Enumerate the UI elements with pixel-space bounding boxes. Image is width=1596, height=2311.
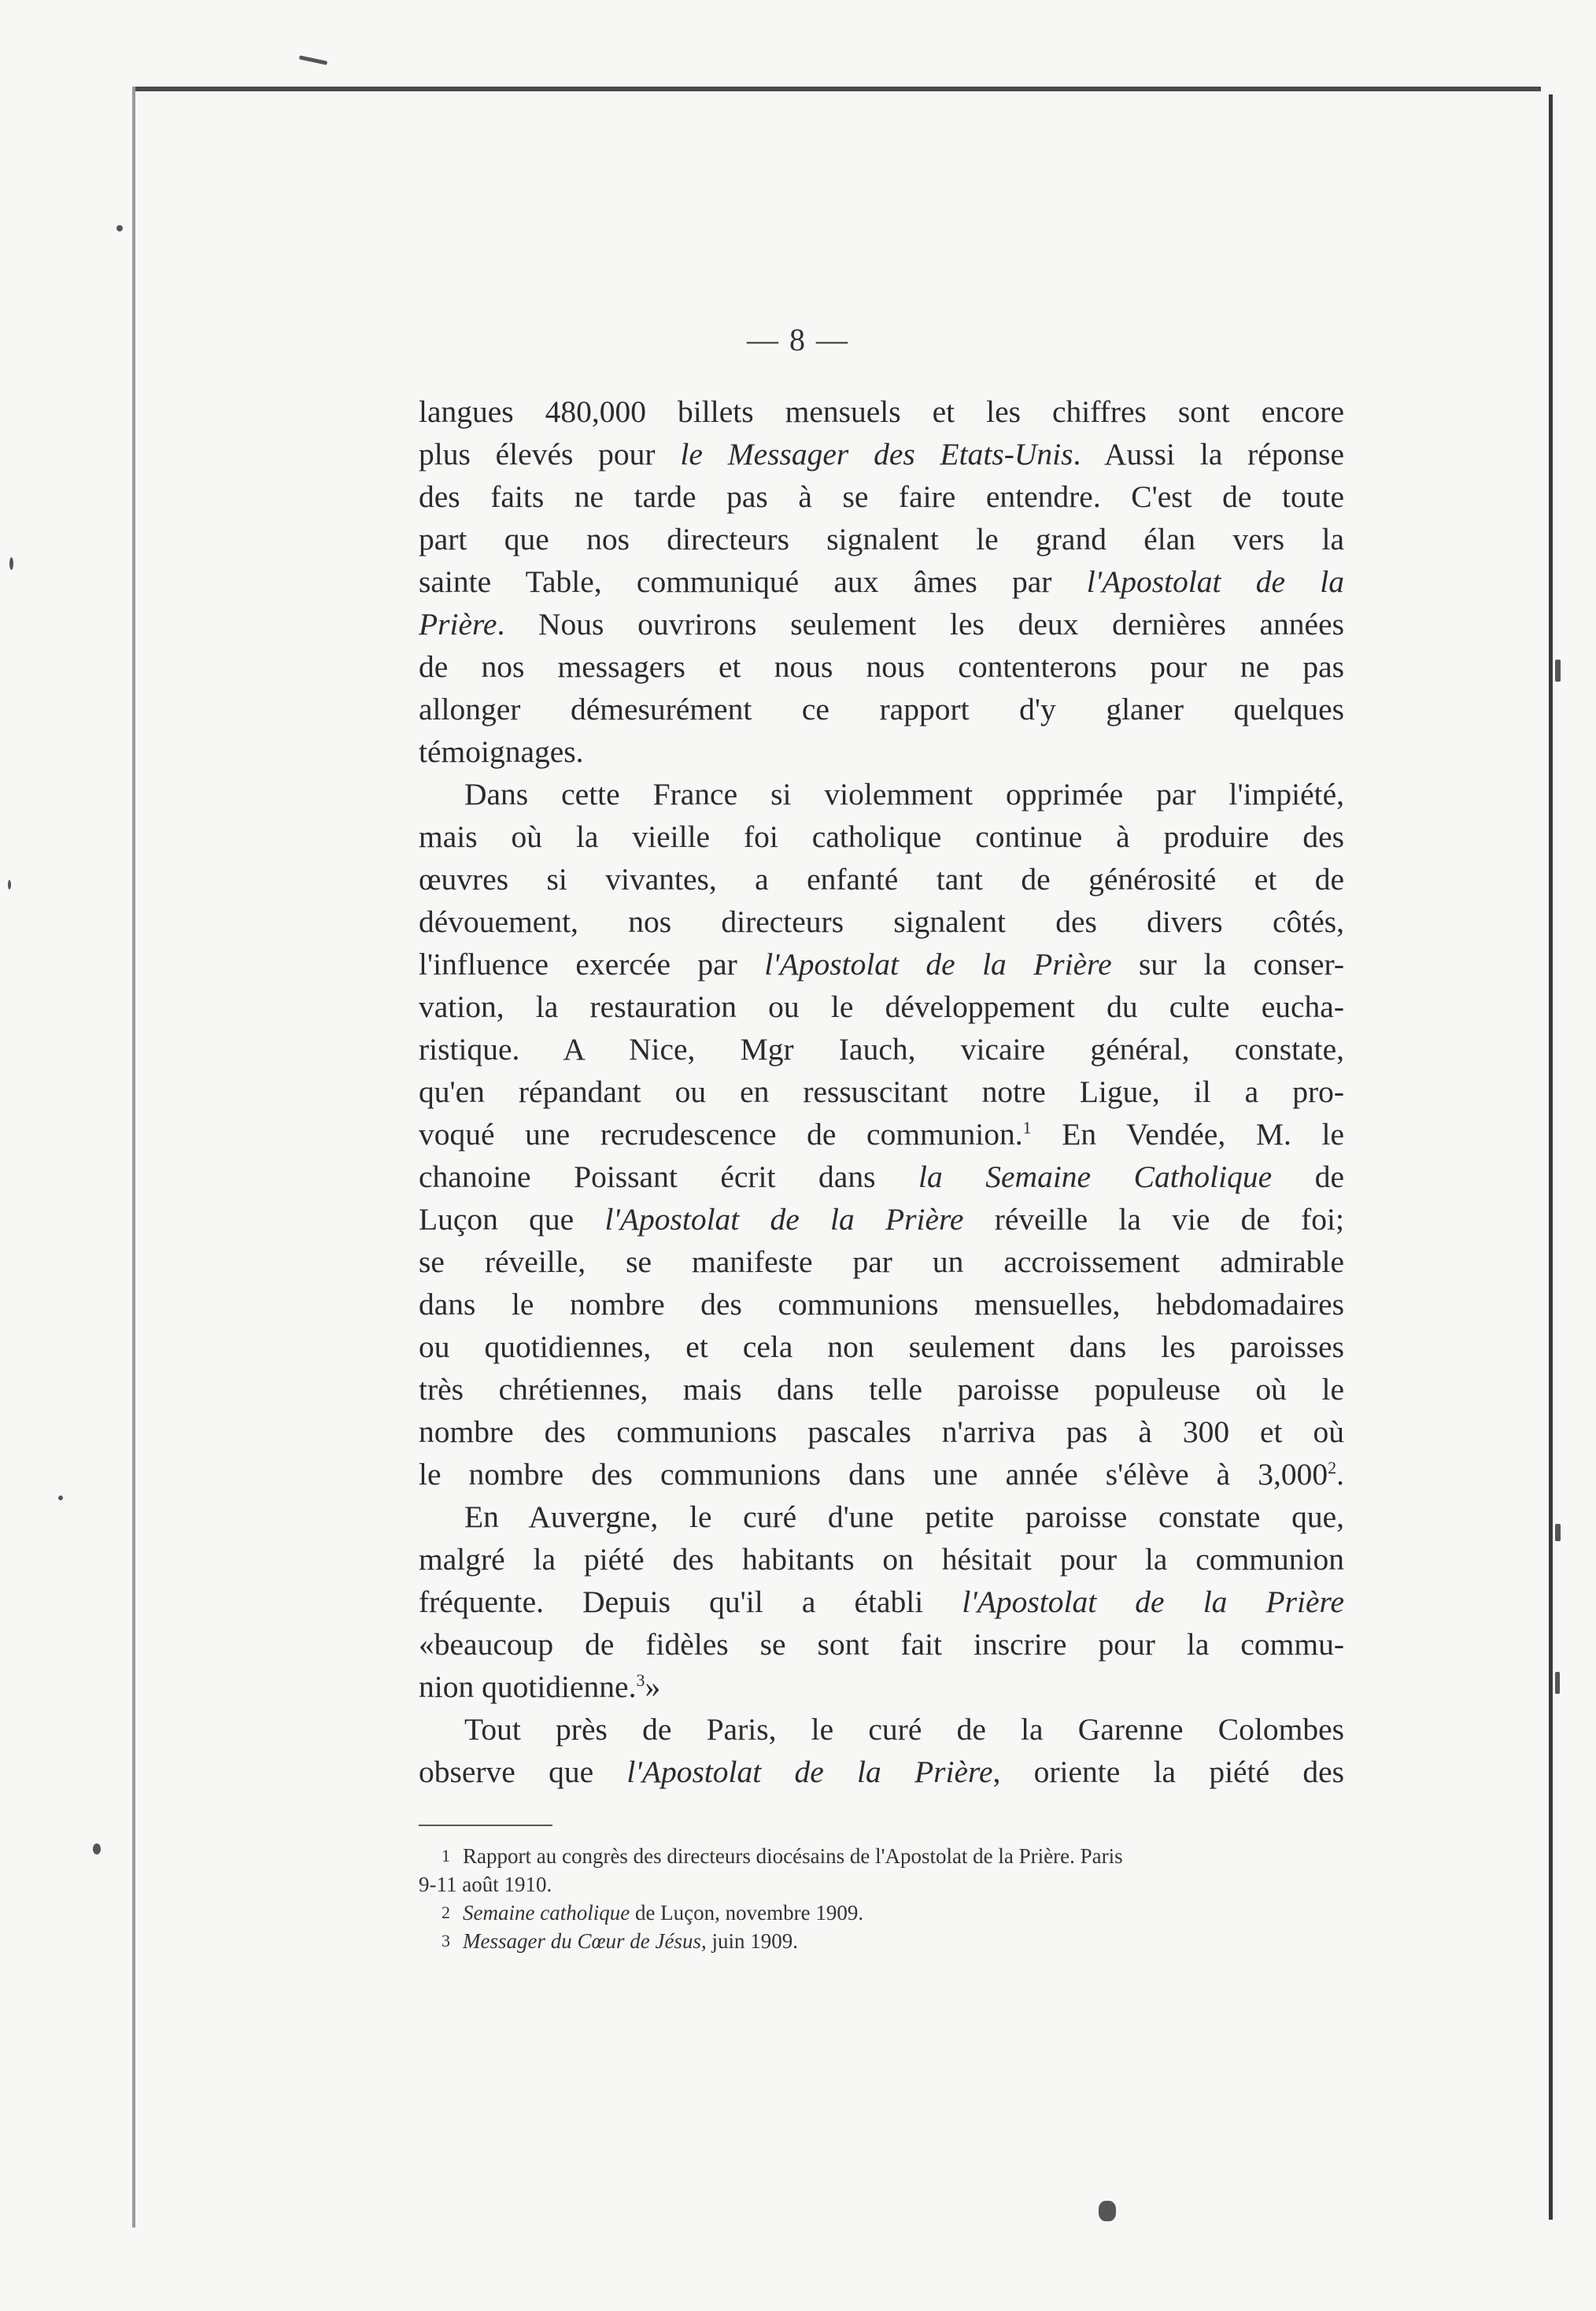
footnote-divider [419,1825,552,1826]
text-run: nombre des communions pascales n'arriva pas à 300 et où [419,1414,1344,1449]
footnote-line [419,1927,1344,1955]
footnote-number: 1 [441,1846,450,1865]
text-run: Dans cette France si violemment opprimée par l'impiété, [464,777,1344,812]
text-run: dévouement, nos directeurs signalent des divers côtés, [419,904,1344,939]
text-run: chanoine Poissant écrit dans [419,1159,918,1194]
text-line [419,560,1344,603]
text-line [419,1368,1344,1411]
text-run: se réveille, se manifeste par un accroissement admirable [419,1244,1344,1279]
text-line [419,1581,1344,1623]
italic-text: Prière [419,607,497,642]
page-border-left [132,87,135,2228]
text-line [419,433,1344,475]
footnote-ref: 2 [1328,1457,1337,1477]
text-line [419,985,1344,1028]
text-line [419,900,1344,943]
text-run: mais où la vieille foi catholique continue à produire des [419,819,1344,854]
text-run: » [645,1669,661,1704]
text-run: sur la conser- [1111,947,1344,982]
italic-text: l'Apostolat de la [1086,564,1344,599]
italic-text: la Semaine Catholique [918,1159,1273,1194]
page-number: — 8 — [747,322,849,357]
text-run: 9-11 août 1910. [419,1873,552,1896]
text-run: voqué une recrudescence de communion. [419,1117,1023,1152]
text-run: malgré la piété des habitants on hésitait pour la communion [419,1542,1344,1577]
text-run: , juin 1909. [700,1929,798,1953]
text-line [419,943,1344,985]
text-run: nion quotidienne. [419,1669,637,1704]
text-run: de [1272,1159,1344,1194]
text-line [419,1283,1344,1326]
text-line [419,858,1344,900]
scan-speck [93,1843,101,1854]
text-run: . Aussi la réponse [1073,437,1344,471]
italic-text: l'Apostolat de la Prière [604,1202,964,1237]
text-run: observe que [419,1755,627,1789]
text-run: «beaucoup de fidèles se sont fait inscrire pour la commu- [419,1627,1344,1662]
text-run: qu'en répandant ou en ressuscitant notre Ligue, il a pro- [419,1074,1344,1109]
footnotes [419,1842,1344,1955]
text-run: , oriente la piété des [992,1755,1345,1789]
footnote-line [419,1842,1344,1870]
text-line [419,603,1344,645]
text-run: plus élevés pour [419,437,681,471]
text-line [419,688,1344,730]
text-run: l'influence exercée par [419,947,765,982]
text-line [419,1028,1344,1070]
text-run: . [1336,1457,1344,1492]
text-line [419,518,1344,560]
text-run: fréquente. Depuis qu'il a établi [419,1584,962,1619]
text-run: langues 480,000 billets mensuels et les chiffres sont encore [419,394,1344,429]
text-line [419,1751,1344,1793]
page-border-right [1549,94,1553,2220]
text-line [419,1538,1344,1581]
text-run: . Nous ouvrirons seulement les deux dernières années [497,607,1344,642]
text-line [419,1411,1344,1453]
footnote-ref: 3 [636,1669,645,1690]
text-line [419,1453,1344,1496]
text-line [419,1156,1344,1198]
italic-text: l'Apostolat de la Prière [962,1584,1344,1619]
italic-text: le Messager des Etats-Unis [680,437,1073,471]
italic-text: l'Apostolat de la Prière [764,947,1112,982]
text-line [419,773,1344,815]
text-line [419,1070,1344,1113]
text-line [419,1496,1344,1538]
text-run: part que nos directeurs signalent le grand élan vers la [419,522,1344,556]
scan-speck [8,880,11,889]
text-run: réveille la vie de foi; [963,1202,1344,1237]
text-line [419,645,1344,688]
text-run: de Luçon, novembre 1909. [630,1901,864,1925]
text-line [419,1241,1344,1283]
text-run: vation, la restauration ou le développement du culte eucha- [419,989,1344,1024]
text-run: dans le nombre des communions mensuelles, hebdomadaires [419,1287,1344,1322]
text-line [419,475,1344,518]
text-line [419,390,1344,433]
scan-speck [1555,1672,1560,1694]
page-border-top [132,87,1541,91]
text-run: le nombre des communions dans une année s'élève à 3,000 [419,1457,1328,1492]
scan-speck [1555,1524,1561,1541]
scan-speck [116,225,123,231]
scan-speck [9,557,13,570]
text-run: de nos messagers et nous nous contenterons pour ne pas [419,649,1344,684]
text-line [419,1623,1344,1666]
text-run: témoignages. [419,734,584,769]
text-line [419,1666,1344,1708]
text-run: des faits ne tarde pas à se faire entendre. C'est de toute [419,479,1344,514]
footnote-ref: 1 [1022,1117,1032,1137]
footnote-line [419,1870,1344,1899]
text-line [419,1708,1344,1751]
text-run: En Vendée, M. le [1031,1117,1344,1152]
text-line [419,1198,1344,1241]
text-run: ou quotidiennes, et cela non seulement dans les paroisses [419,1329,1344,1364]
scan-speck [299,55,327,65]
text-run: sainte Table, communiqué aux âmes par [419,564,1087,599]
italic-text: Semaine catholique [463,1901,630,1925]
text-run: En Auvergne, le curé d'une petite paroisse constate que, [464,1499,1344,1534]
scan-speck [1099,2201,1116,2221]
text-run: allonger démesurément ce rapport d'y glaner quelques [419,692,1344,727]
scan-speck [58,1496,63,1500]
body-text [419,390,1344,1793]
text-line [419,815,1344,858]
text-run: Tout près de Paris, le curé de la Garenne Colombes [464,1712,1344,1747]
footnote-line [419,1899,1344,1927]
footnote-number: 3 [441,1931,450,1950]
text-line [419,1326,1344,1368]
footnote-number: 2 [441,1902,450,1922]
text-line [419,1113,1344,1156]
text-run: ristique. A Nice, Mgr Iauch, vicaire général, constate, [419,1032,1344,1067]
text-run: Luçon que [419,1202,605,1237]
text-run: Rapport au congrès des directeurs diocésains de l'Apostolat de la Prière. Paris [463,1844,1123,1868]
text-run: œuvres si vivantes, a enfanté tant de générosité et de [419,862,1344,897]
text-line [419,730,1344,773]
scan-speck [1555,660,1561,682]
text-run: très chrétiennes, mais dans telle paroisse populeuse où le [419,1372,1344,1407]
italic-text: Messager du Cœur de Jésus [463,1929,701,1953]
italic-text: l'Apostolat de la Prière [626,1755,993,1789]
